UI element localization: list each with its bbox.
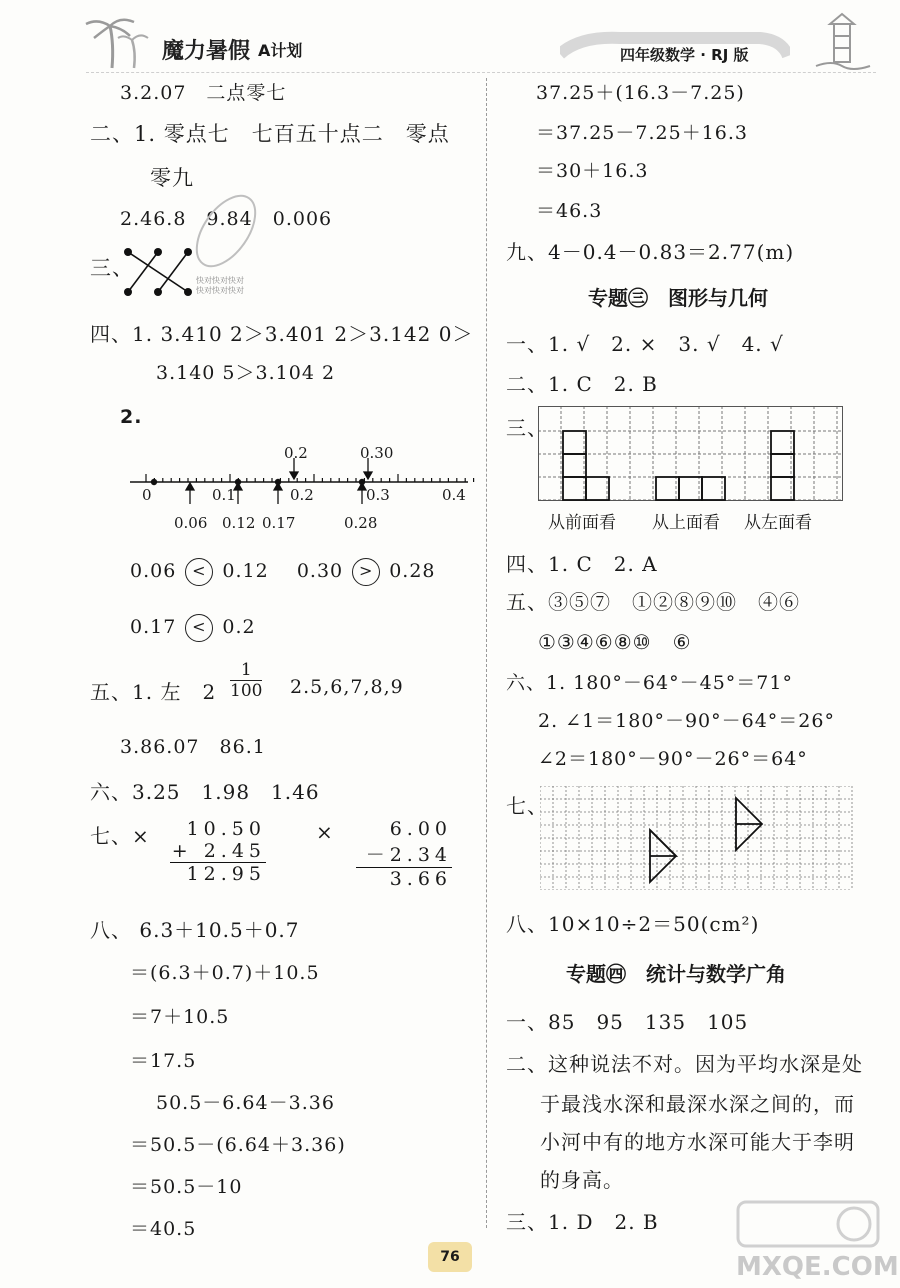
- answer-line: 二、1. C 2. B: [506, 372, 658, 396]
- view-caption-left: 从左面看: [744, 513, 812, 533]
- section-title: 专题㊂ 图形与几何: [588, 286, 768, 310]
- answer-line: 六、1. 180°－64°－45°＝71°: [506, 672, 793, 694]
- cmp-value: 0.17: [130, 616, 177, 638]
- answer-line: ＝46.3: [536, 200, 603, 222]
- answer-line: 七、×: [90, 824, 150, 848]
- answer-line: ＝(6.3＋0.7)＋10.5: [130, 962, 320, 984]
- nl-bottom-label: 0.17: [262, 514, 296, 532]
- three-views-grid: [538, 406, 844, 502]
- answer-line: 的身高。: [540, 1168, 624, 1192]
- answer-line: ×: [316, 820, 334, 844]
- answer-line: ＝17.5: [130, 1050, 197, 1072]
- watermark-text: MXQE.COM: [736, 1252, 899, 1282]
- cmp-value: 0.30: [296, 560, 344, 582]
- answer-line: ＝7＋10.5: [130, 1006, 230, 1028]
- view-caption-front: 从前面看: [548, 513, 616, 533]
- stamp-mascot: [186, 186, 266, 286]
- vertical-calc: [170, 818, 266, 885]
- section-title: 专题㊃ 统计与数学广角: [566, 962, 786, 986]
- book-label: 四年级数学 · RJ 版: [620, 46, 749, 64]
- answer-line: 一、1. √ 2. × 3. √ 4. √: [506, 332, 784, 356]
- cmp-circle: <: [185, 558, 213, 586]
- comparison-line: [130, 558, 436, 586]
- nl-tick-label: 0.2: [290, 486, 314, 504]
- answer-line: 五、③⑤⑦ ①②⑧⑨⑩ ④⑥: [506, 590, 800, 614]
- answer-line: 四、1. 3.410 2＞3.401 2＞3.142 0＞: [90, 322, 474, 346]
- nl-bottom-label: 0.06: [174, 514, 208, 532]
- answer-line: 九、4－0.4－0.83＝2.77(m): [506, 240, 795, 264]
- cmp-circle: >: [352, 558, 380, 586]
- nl-bottom-label: 0.12: [222, 514, 256, 532]
- translation-grid: [540, 786, 860, 890]
- answer-line: 二、1. 零点七 七百五十点二 零点: [90, 122, 450, 146]
- answer-line: 3.140 5＞3.104 2: [156, 362, 336, 384]
- answer-line: ＝37.25－7.25＋16.3: [536, 122, 749, 144]
- calc-row: 3.66: [389, 868, 452, 890]
- palm-tree-icon: [82, 14, 152, 70]
- calc-row: + 2.45: [171, 840, 266, 862]
- cmp-circle: <: [185, 614, 213, 642]
- answer-line: ＝40.5: [130, 1218, 197, 1240]
- calc-row: 6.00: [389, 818, 452, 840]
- answer-line: 二、这种说法不对。因为平均水深是处: [506, 1052, 863, 1076]
- nl-tick-label: 0.1: [212, 486, 236, 504]
- column-divider: [486, 78, 487, 1228]
- cmp-value: 0.06: [130, 560, 177, 582]
- calc-row: 10.50: [186, 818, 266, 840]
- answer-line: 50.5－6.64－3.36: [156, 1092, 335, 1114]
- answer-line: 于最浅水深和最深水深之间的，而: [540, 1092, 855, 1116]
- lighthouse-icon: [812, 10, 872, 70]
- answer-line: 零九: [150, 166, 194, 190]
- nl-top-label: 0.30: [360, 444, 394, 462]
- page-number: 76: [428, 1242, 472, 1272]
- answer-line: 六、3.25 1.98 1.46: [90, 780, 320, 804]
- answer-line: 八、10×10÷2＝50(cm²): [506, 912, 760, 936]
- brand-title: 魔力暑假: [162, 39, 251, 64]
- answer-line: ＝30＋16.3: [536, 160, 649, 182]
- vertical-calc: [356, 818, 452, 890]
- answer-line: 一、85 95 135 105: [506, 1010, 749, 1034]
- calc-row: 12.95: [186, 863, 266, 885]
- comparison-line: [130, 614, 256, 642]
- cmp-value: 0.2: [222, 616, 256, 638]
- cmp-value: 0.12: [222, 560, 269, 582]
- answer-line: 四、1. C 2. A: [506, 552, 658, 576]
- nl-tick-label: 0.4: [442, 486, 466, 504]
- nl-top-label: 0.2: [284, 444, 308, 462]
- view-caption-top: 从上面看: [652, 513, 720, 533]
- answer-line: ＝50.5－(6.64＋3.36): [130, 1134, 346, 1156]
- stamp-text: 快对快对快对 快对快对快对: [196, 276, 244, 295]
- answer-line: 2.: [120, 406, 143, 428]
- answer-line: ∠2＝180°－90°－26°＝64°: [538, 748, 808, 770]
- nl-tick-label: 0: [142, 486, 152, 504]
- answer-line: ①③④⑥⑧⑩ ⑥: [538, 630, 692, 654]
- answer-line: 3.2.07 二点零七: [120, 82, 287, 104]
- calc-row: －2.34: [356, 840, 452, 868]
- brand-plan: A计划: [258, 41, 303, 60]
- answer-line: 三、1. D 2. B: [506, 1210, 659, 1234]
- header-divider: [86, 72, 876, 73]
- nl-bottom-label: 0.28: [344, 514, 378, 532]
- answer-line: 小河中有的地方水深可能大于李明: [540, 1130, 855, 1154]
- section-label: 三、: [90, 256, 134, 280]
- answer-line: 2.46.8 9.84 0.006: [120, 208, 333, 230]
- answer-line: 八、 6.3＋10.5＋0.7: [90, 918, 300, 942]
- answer-line: 2. ∠1＝180°－90°－64°＝26°: [538, 710, 835, 732]
- cmp-value: 0.28: [389, 560, 436, 582]
- section-label: 三、: [506, 416, 548, 440]
- section-label: 七、: [506, 794, 548, 818]
- answer-line: 37.25＋(16.3－7.25): [536, 82, 745, 104]
- watermark-logo: [736, 1196, 886, 1250]
- fraction: [230, 660, 262, 701]
- answer-line: 3.86.07 86.1: [120, 736, 266, 758]
- answer-line: 2.5,6,7,8,9: [290, 676, 404, 698]
- nl-tick-label: 0.3: [366, 486, 390, 504]
- fraction-numerator: 1: [230, 660, 262, 681]
- fraction-denominator: 100: [230, 681, 263, 701]
- answer-line: 五、1. 左 2: [90, 680, 217, 704]
- answer-line: ＝50.5－10: [130, 1176, 243, 1198]
